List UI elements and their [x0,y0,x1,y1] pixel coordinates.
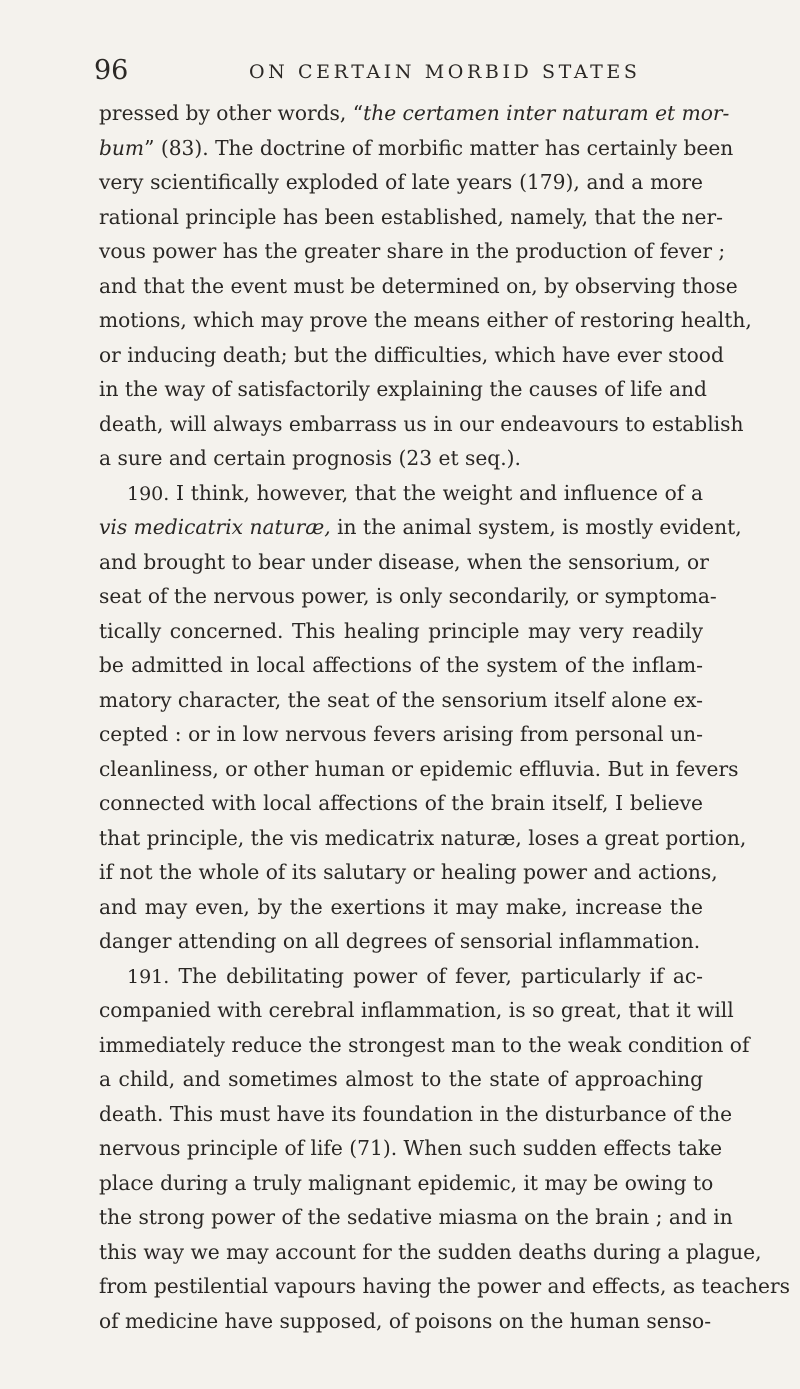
text-line [99,752,739,787]
text-line [99,441,703,476]
text-line [99,1235,762,1270]
paragraph-number: 191. [127,965,170,988]
text-segment: this way we may account for the sudden deaths during a plague, [99,1239,762,1264]
text-segment: cleanliness, or other human or epidemic effluvia. But in fevers [99,756,739,781]
text-segment: very scientifically exploded of late years (179), and a more [99,170,703,194]
text-line [99,303,752,338]
text-segment: from pestilential vapours having the power and effects, as teachers [99,1274,790,1298]
text-segment: be admitted in local affections of the system of the inflam- [99,653,703,677]
text-segment: if not the whole of its salutary or healing power and actions, [99,860,718,884]
page-header [0,55,800,95]
text-segment: that principle, the vis medicatrix naturæ, loses a great portion, [99,825,747,850]
text-segment: cepted : or in low nervous fevers arising from personal un- [99,722,703,746]
text-segment: place during a truly malignant epidemic, it may be owing to [99,1170,714,1195]
text-line [99,959,703,994]
text-segment: matory character, the seat of the sensorium itself alone ex- [99,687,703,712]
text-line [99,165,703,200]
text-line [99,1304,712,1339]
text-line [99,993,734,1028]
text-segment: in the way of satisfactorily explaining the causes of life and [99,377,707,401]
text-line [99,131,734,166]
text-segment: in the animal system, is mostly evident, [330,515,742,539]
text-segment: vous power has the greater share in the production of fever ; [99,239,726,263]
text-line [99,1097,733,1132]
text-segment: death, will always embarrass us in our endeavours to establish [99,411,744,436]
text-line [99,648,703,683]
text-line [99,407,744,442]
text-line [99,1028,750,1063]
text-line [99,579,717,614]
text-line [99,786,703,821]
paragraph [99,96,752,476]
text-line [99,545,709,580]
text-segment: rational principle has been established, namely, that the ner- [99,204,723,229]
text-segment: connected with local affections of the brain itself, I believe [99,791,703,815]
paragraph-number: 190. [127,482,170,505]
text-segment: or inducing death; but the difficulties, which have ever stood [99,342,724,367]
text-segment: I think, however, that the weight and influence of a [169,480,703,505]
paragraph [99,476,747,959]
text-line [99,338,724,373]
text-segment: pressed by other words, “ [99,101,364,125]
text-segment: of medicine have supposed, of poisons on the human senso- [99,1308,712,1333]
text-line [99,855,718,890]
text-line [99,821,747,856]
running-head: ON CERTAIN MORBID STATES [249,61,641,83]
italic-phrase: the certamen inter naturam et mor- [363,101,730,125]
text-segment: tically concerned. This healing principle may very readily [99,618,703,643]
text-segment: nervous principle of life (71). When such sudden effects take [99,1136,723,1160]
text-line [99,890,703,925]
text-line [99,234,726,269]
text-segment: and may even, by the exertions it may make, increase the [99,894,703,919]
text-segment: the strong power of the sedative miasma on the brain ; and in [99,1205,733,1229]
text-segment: The debilitating power of fever, particularly if ac- [169,963,703,988]
italic-phrase: bum [99,135,145,160]
text-segment: a child, and sometimes almost to the state of approaching [99,1067,703,1091]
text-segment: death. This must have its foundation in the disturbance of the [99,1101,733,1126]
text-line [99,1131,723,1166]
text-segment: immediately reduce the strongest man to the weak condition of [99,1032,750,1057]
text-segment: ” (83). The doctrine of morbific matter has certainly been [144,135,734,160]
text-line [99,510,742,545]
text-line [99,476,703,511]
text-line [99,683,703,718]
text-line [99,372,707,407]
text-line [99,1200,733,1235]
text-line [99,96,730,131]
page-number: 96 [94,55,129,86]
text-line [99,614,703,649]
text-segment: companied with cerebral inflammation, is so great, that it will [99,998,734,1022]
text-segment: and that the event must be determined on, by observing those [99,273,738,298]
body-text [99,96,790,1338]
text-segment: motions, which may prove the means either of restoring health, [99,308,752,332]
text-line [99,269,738,304]
text-segment: seat of the nervous power, is only secondarily, or symptoma- [99,584,717,608]
text-segment: and brought to bear under disease, when the sensorium, or [99,549,709,574]
paragraph [99,959,790,1339]
text-segment: a sure and certain prognosis (23 et seq.). [99,446,521,470]
text-line [99,200,723,235]
italic-phrase: vis medicatrix naturæ, [99,515,331,539]
text-line [99,1166,714,1201]
text-line [99,1269,790,1304]
text-segment: danger attending on all degrees of sensorial inflammation. [99,929,701,953]
text-line [99,717,703,752]
text-line [99,924,703,959]
text-line [99,1062,703,1097]
